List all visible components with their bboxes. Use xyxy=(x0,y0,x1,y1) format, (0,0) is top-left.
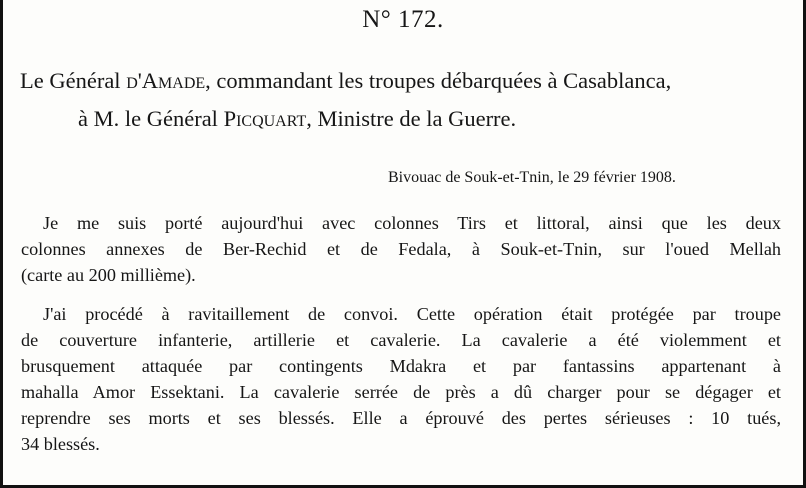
paragraph-1 xyxy=(21,210,781,288)
paragraph-1-line-2: colonnes annexes de Ber-Rechid et de Fedala, à Souk-et-Tnin, sur l'oued Mellah xyxy=(21,239,781,259)
paragraph-2-line-5: reprendre ses morts et ses blessés. Elle a éprouvé des pertes sérieuses : 10 tués, xyxy=(21,408,781,428)
paragraph-2-line-4: mahalla Amor Essektani. La cavalerie serrée de près a dû charger pour se dégager et xyxy=(21,382,781,402)
heading-line-sender xyxy=(20,68,671,94)
paragraph-2-line-3: brusquement attaquée par contingents Mdakra et par fantassins appartenant à xyxy=(21,356,781,376)
paragraph-2-line-1: J'ai procédé à ravitaillement de convoi. Cette opération était protégée par troupe xyxy=(43,304,781,324)
heading-sender-prefix: Le Général xyxy=(20,68,127,93)
heading-sender-name: d'Amade xyxy=(126,68,206,93)
heading-line-recipient xyxy=(78,106,516,132)
place-date-line: Bivouac de Souk-et-Tnin, le 29 février 1908. xyxy=(388,169,676,186)
heading-recipient-prefix: à M. le Général xyxy=(78,106,224,131)
heading-recipient-name: Picquart xyxy=(223,106,307,131)
paragraph-1-line-3: (carte au 200 millième). xyxy=(21,265,196,285)
paragraph-1-line-1: Je me suis porté aujourd'hui avec colonnes Tirs et littoral, ainsi que les deux xyxy=(43,213,781,233)
document-number: N° 172. xyxy=(362,6,444,33)
paragraph-2 xyxy=(21,301,781,457)
paragraph-2-line-2: de couverture infanterie, artillerie et cavalerie. La cavalerie a été violemment et xyxy=(21,330,781,350)
heading-sender-title: , commandant les troupes débarquées à Casablanca, xyxy=(205,68,672,93)
heading-recipient-title: , Ministre de la Guerre. xyxy=(306,106,517,131)
paragraph-2-line-6: 34 blessés. xyxy=(21,434,100,454)
